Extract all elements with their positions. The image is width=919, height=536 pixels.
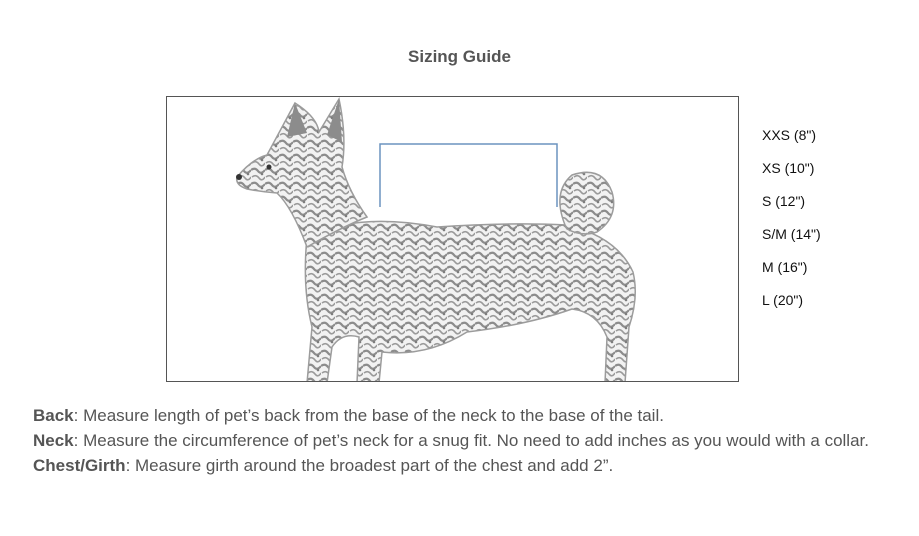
page-title: Sizing Guide [408,47,511,66]
note-text: : Measure girth around the broadest part of the chest and add 2”. [125,456,614,475]
measurement-notes [33,406,869,481]
note-term: Back [33,406,74,425]
dog-diagram [166,96,739,382]
size-item-m: M (16") [762,259,808,275]
note-text: : Measure length of pet’s back from the base of the neck to the base of the tail. [73,406,664,425]
dog-illustration [167,97,739,382]
note-chest [33,456,869,481]
note-neck [33,431,869,456]
size-item-s: S (12") [762,193,806,209]
note-text: : Measure the circumference of pet’s neck for a snug fit. No need to add inches as you would with a collar. [73,431,869,450]
note-back [33,406,869,431]
size-item-sm: S/M (14") [762,226,821,242]
note-term: Chest/Girth [33,456,126,475]
measure-bracket-icon [380,144,557,207]
note-term: Neck [33,431,74,450]
size-item-l: L (20") [762,292,804,308]
size-item-xxs: XXS (8") [762,127,816,143]
size-item-xs: XS (10") [762,160,815,176]
size-list [762,126,821,324]
